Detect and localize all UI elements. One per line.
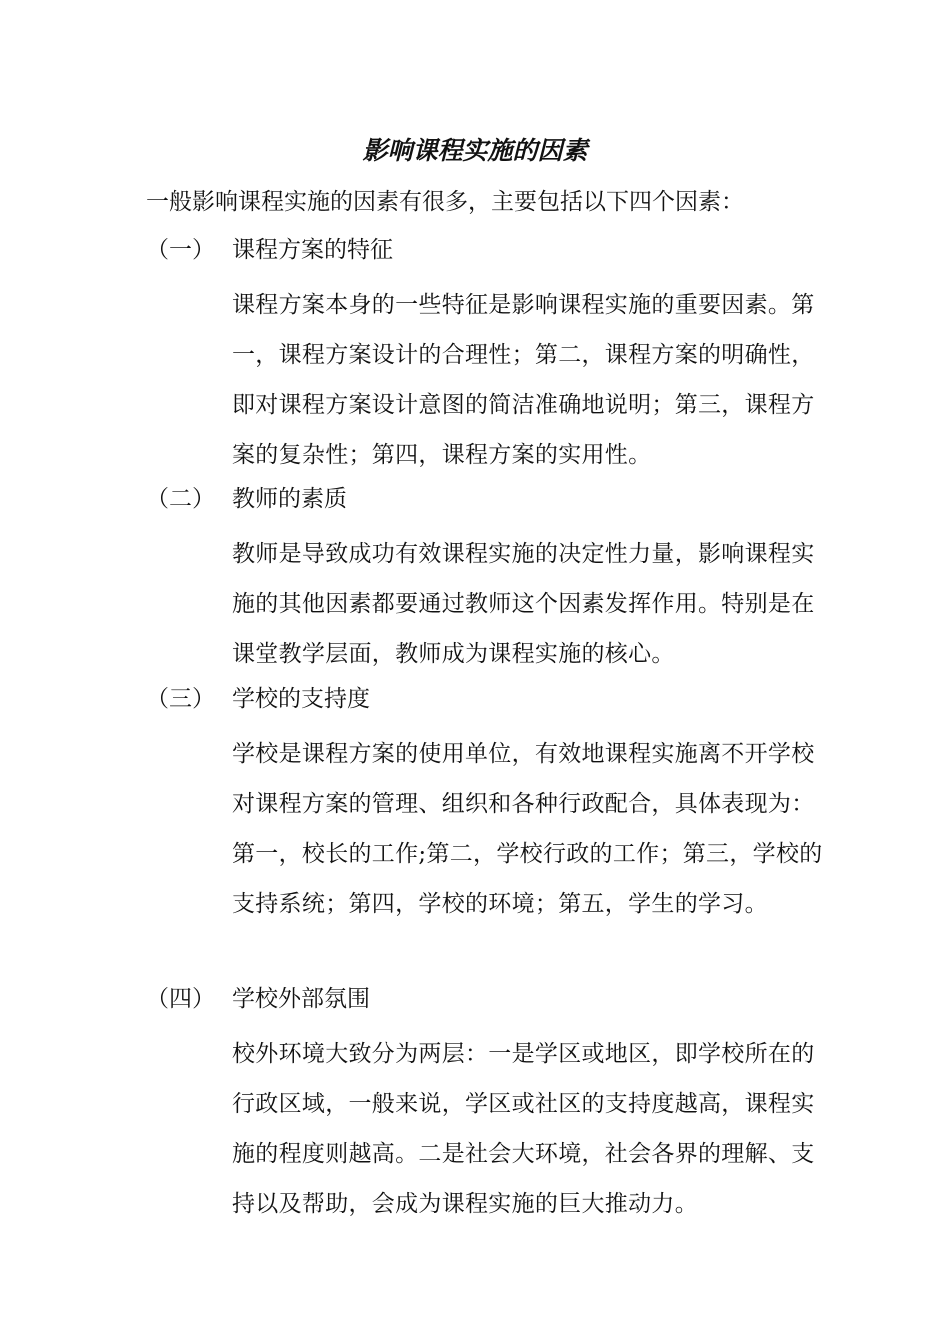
section-school-support [146, 679, 846, 929]
intro-paragraph: 一般影响课程实施的因素有很多，主要包括以下四个因素： [146, 189, 744, 215]
section-title: 学校的支持度 [232, 686, 370, 712]
section-number: （三） [146, 686, 215, 712]
section-heading [146, 479, 846, 529]
section-number: （一） [146, 237, 215, 263]
section-external-atmosphere [146, 979, 846, 1229]
section-body: 校外环境大致分为两层：一是学区或地区，即学校所在的行政区域，一般来说，学区或社区的支持度越高，课程实施的程度则越高。二是社会大环境，社会各界的理解、支持以及帮助，会成为课程实施的巨大推动力。 [232, 1041, 815, 1217]
section-heading [146, 230, 846, 280]
section-body: 学校是课程方案的使用单位，有效地课程实施离不开学校对课程方案的管理、组织和各种行政配合，具体表现为：第一，校长的工作;第二，学校行政的工作；第三，学校的支持系统；第四，学校的环境；第五，学生的学习。 [232, 741, 823, 917]
section-number: （二） [146, 486, 215, 512]
section-heading [146, 679, 846, 729]
section-title: 学校外部氛围 [232, 986, 370, 1012]
section-title: 课程方案的特征 [232, 237, 393, 263]
section-number: （四） [146, 986, 215, 1012]
section-body: 课程方案本身的一些特征是影响课程实施的重要因素。第一，课程方案设计的合理性；第二，课程方案的明确性，即对课程方案设计意图的简洁准确地说明；第三，课程方案的复杂性；第四，课程方案的实用性。 [232, 292, 815, 468]
page-title: 影响课程实施的因素 [362, 136, 588, 165]
section-curriculum-features [146, 230, 846, 480]
section-teacher-quality [146, 479, 846, 679]
section-heading [146, 979, 846, 1029]
section-body: 教师是导致成功有效课程实施的决定性力量，影响课程实施的其他因素都要通过教师这个因素发挥作用。特别是在课堂教学层面，教师成为课程实施的核心。 [232, 541, 815, 667]
section-title: 教师的素质 [232, 486, 347, 512]
